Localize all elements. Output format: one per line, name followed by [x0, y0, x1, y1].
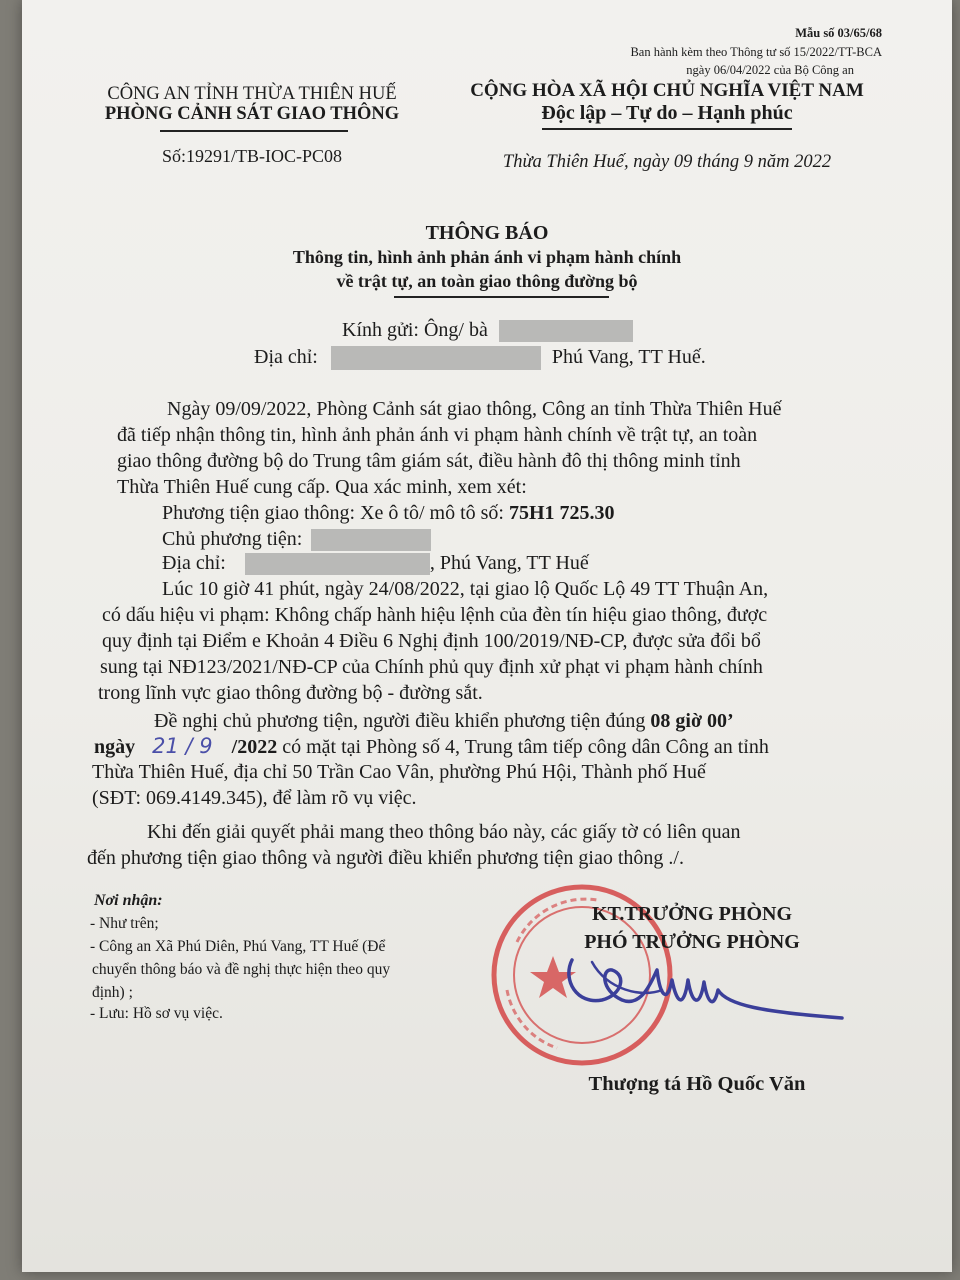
address-suffix: Phú Vang, TT Huế. — [551, 346, 706, 368]
p3-line-3: Thừa Thiên Huế, địa chỉ 50 Trần Cao Vân, phường Phú Hội, Thành phố Huế — [92, 761, 706, 783]
p2-line-4: sung tại NĐ123/2021/NĐ-CP của Chính phủ quy định xử phạt vi phạm hành chính — [100, 656, 763, 678]
national-motto: Độc lập – Tự do – Hạnh phúc — [541, 102, 793, 124]
p3-line-2 — [94, 734, 769, 761]
address-line — [254, 345, 706, 371]
handwritten-date: 21 / 9 — [152, 734, 213, 758]
notice-subtitle-1: Thông tin, hình ảnh phản ánh vi phạm hành chính — [292, 247, 682, 267]
notice-title: THÔNG BÁO — [425, 222, 549, 244]
nation-name: CỘNG HÒA XÃ HỘI CHỦ NGHĨA VIỆT NAM — [470, 80, 864, 101]
signature-icon — [532, 950, 862, 1040]
p1-line-4: Thừa Thiên Huế cung cấp. Qua xác minh, xem xét: — [117, 476, 527, 498]
p2-line-1: Lúc 10 giờ 41 phút, ngày 24/08/2022, tại giao lộ Quốc Lộ 49 TT Thuận An, — [162, 578, 769, 600]
motto-underline — [542, 128, 792, 130]
recipients-line-4: định) ; — [92, 984, 133, 1001]
owner-address-line — [162, 551, 589, 577]
p3-line-1 — [154, 709, 734, 735]
owner-address-label: Địa chỉ: — [162, 552, 226, 574]
department-name: PHÒNG CẢNH SÁT GIAO THÔNG — [104, 104, 400, 124]
appointment-year: /2022 — [231, 736, 278, 758]
recipients-line-5: - Lưu: Hồ sơ vụ việc. — [90, 1005, 223, 1022]
redacted-owner — [311, 529, 431, 551]
vehicle-line — [162, 501, 615, 527]
p1-line-3: giao thông đường bộ do Trung tâm giám sát, điều hành đô thị thông minh tỉnh — [117, 450, 741, 472]
form-code: Mẫu số 03/65/68 — [795, 26, 882, 40]
p4-line-1: Khi đến giải quyết phải mang theo thông báo này, các giấy tờ có liên quan — [147, 821, 741, 843]
place-date: Thừa Thiên Huế, ngày 09 tháng 9 năm 2022 — [502, 152, 832, 172]
document-number: Số:19291/TB-IOC-PC08 — [161, 146, 343, 166]
signer-name: Thượng tá Hồ Quốc Văn — [588, 1073, 806, 1095]
p4-line-2: đến phương tiện giao thông và người điều khiển phương tiện giao thông ./. — [87, 847, 684, 869]
vehicle-plate: 75H1 725.30 — [508, 502, 615, 524]
day-label: ngày — [94, 736, 136, 758]
owner-line — [162, 527, 431, 553]
p2-line-3: quy định tại Điểm e Khoản 4 Điều 6 Nghị định 100/2019/NĐ-CP, được sửa đổi bổ — [102, 630, 761, 652]
signer-role-1: KT.TRƯỞNG PHÒNG — [592, 903, 792, 925]
recipients-line-1: - Như trên; — [90, 915, 159, 932]
document-page — [22, 0, 952, 1272]
p3-line-4: (SĐT: 069.4149.345), để làm rõ vụ việc. — [92, 787, 417, 809]
greeting-line — [342, 318, 633, 344]
appointment-time: 08 giờ 00’ — [650, 710, 734, 732]
p3-text: Đề nghị chủ phương tiện, người điều khiển phương tiện đúng — [154, 710, 646, 732]
signer-role-2: PHÓ TRƯỞNG PHÒNG — [584, 931, 800, 953]
p1-line-1: Ngày 09/09/2022, Phòng Cảnh sát giao thông, Công an tỉnh Thừa Thiên Huế — [167, 398, 782, 420]
redacted-address — [331, 346, 541, 370]
recipients-line-2: - Công an Xã Phú Diên, Phú Vang, TT Huế (Để — [90, 938, 386, 955]
recipients-line-3: chuyển thông báo và đề nghị thực hiện theo quy — [92, 961, 391, 978]
notice-subtitle-2: về trật tự, an toàn giao thông đường bộ — [336, 271, 638, 291]
form-circular-date: ngày 06/04/2022 của Bộ Công an — [686, 63, 854, 77]
owner-label: Chủ phương tiện: — [162, 528, 303, 550]
form-circular: Ban hành kèm theo Thông tư số 15/2022/TT-BCA — [630, 45, 882, 59]
owner-address-suffix: , Phú Vang, TT Huế — [429, 552, 589, 574]
department-underline — [160, 130, 348, 132]
p2-line-2: có dấu hiệu vi phạm: Không chấp hành hiệu lệnh của đèn tín hiệu giao thông, được — [102, 604, 768, 626]
p1-line-2: đã tiếp nhận thông tin, hình ảnh phản ánh vi phạm hành chính về trật tự, an toàn — [117, 424, 758, 446]
agency-name: CÔNG AN TỈNH THỪA THIÊN HUẾ — [107, 84, 397, 104]
redacted-owner-address — [245, 553, 430, 575]
subtitle-underline — [394, 296, 609, 298]
p3-line-2-text: có mặt tại Phòng số 4, Trung tâm tiếp công dân Công an tỉnh — [282, 736, 769, 758]
greeting-label: Kính gửi: Ông/ bà — [342, 319, 488, 341]
address-label: Địa chỉ: — [254, 346, 318, 368]
recipients-title: Nơi nhận: — [94, 892, 163, 909]
p2-line-5: trong lĩnh vực giao thông đường bộ - đường sắt. — [98, 682, 483, 704]
redacted-name — [499, 320, 633, 342]
vehicle-label: Phương tiện giao thông: Xe ô tô/ mô tô số: — [162, 502, 504, 524]
